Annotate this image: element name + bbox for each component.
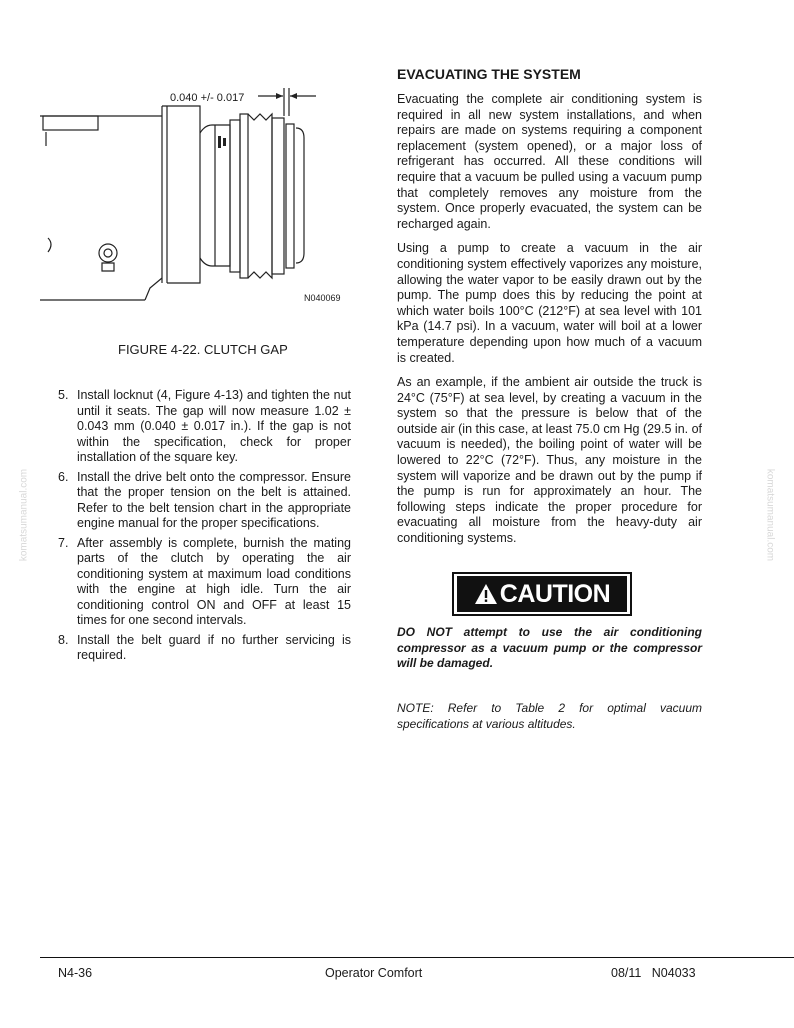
gap-dimension-label: 0.040 +/- 0.017 xyxy=(170,92,245,104)
clutch-assembly-drawing xyxy=(40,88,365,313)
step-text: Install the belt guard if no further servicing is required. xyxy=(77,632,351,662)
paragraph: As an example, if the ambient air outside the truck is 24°C (75°F) at sea level, by creating a vacuum in the system so that the pressure is below that of the outside air (in this case, at least 75.0 cm Hg (29.5 in. of vacuum is needed), the boiling point of water will be lowered to 22°C (72°F). Thus, any moisture in the system will vaporize and be drawn out by the pump if the pump is run for approximately an hour. The following steps indicate the proper procedure for evacuating all moisture from the heavy-duty air conditioning systems. xyxy=(397,375,703,546)
footer-date-code: 08/11 N04033 xyxy=(611,966,696,980)
step-text: Install the drive belt onto the compressor. Ensure that the proper tension on the belt is attained. Refer to the belt tension chart in the appropriate engine manual for the proper specifications. xyxy=(77,469,351,530)
step-text: After assembly is complete, burnish the mating parts of the clutch by operating the air conditioning system at maximum load conditions with the engine at high idle. Turn the air conditioning control ON and OFF at least 15 times for one second intervals. xyxy=(77,535,351,627)
step-text: Install locknut (4, Figure 4-13) and tighten the nut until it seats. The gap will now measure 1.02 ± 0.043 mm (0.040 ± 0.017 in.). If the gap is not within the specification, check for proper installation of the square key. xyxy=(77,388,351,464)
list-item xyxy=(58,388,351,466)
paragraph: Evacuating the complete air conditioning system is required in all new system installations, and when repairs are made on systems requiring a component replacement (system opened), or a major loss of refrigerant has occurred. All these conditions will require that a vacuum be pulled using a vacuum pump that completely removes any moisture from the system. Once properly evacuated, the system can be recharged again. xyxy=(397,92,702,231)
caution-label: CAUTION xyxy=(499,579,611,608)
page-number: N4-36 xyxy=(58,966,93,980)
caution-text: DO NOT attempt to use the air conditioning compressor as a vacuum pump or the compressor will be damaged. xyxy=(397,625,702,670)
caution-banner xyxy=(457,576,627,612)
steps-list xyxy=(58,388,351,668)
step-number: 8. xyxy=(58,632,69,647)
step-number: 6. xyxy=(58,469,69,484)
clutch-gap-figure xyxy=(40,88,365,313)
caution-badge xyxy=(452,572,632,616)
figure-id-label: N040069 xyxy=(304,293,341,303)
list-item xyxy=(58,633,351,664)
warning-triangle-icon xyxy=(474,583,498,605)
step-number: 5. xyxy=(58,388,69,402)
watermark-left: komatsumanual.com xyxy=(18,468,30,562)
footer-section-title: Operator Comfort xyxy=(325,966,423,980)
watermark-right: komatsumanual.com xyxy=(764,468,776,562)
list-item xyxy=(58,536,351,629)
figure-caption: FIGURE 4-22. CLUTCH GAP xyxy=(118,342,288,357)
section-title: EVACUATING THE SYSTEM xyxy=(397,66,581,82)
footer-divider xyxy=(40,957,794,958)
step-number: 7. xyxy=(58,535,69,550)
note-text: NOTE: Refer to Table 2 for optimal vacuum specifications at various altitudes. xyxy=(397,701,702,731)
list-item xyxy=(58,470,351,532)
paragraph: Using a pump to create a vacuum in the air conditioning system effectively vaporizes any moisture, allowing the water vapor to be easily drawn out by the pump. The pump does this by reducing the point at which water boils 100°C (212°F) at sea level with 101 kPa (14.7 psi). In a vacuum, water will boil at a lower temperature depending upon how much of a vacuum is created. xyxy=(397,241,702,365)
evacuating-section xyxy=(397,66,702,556)
